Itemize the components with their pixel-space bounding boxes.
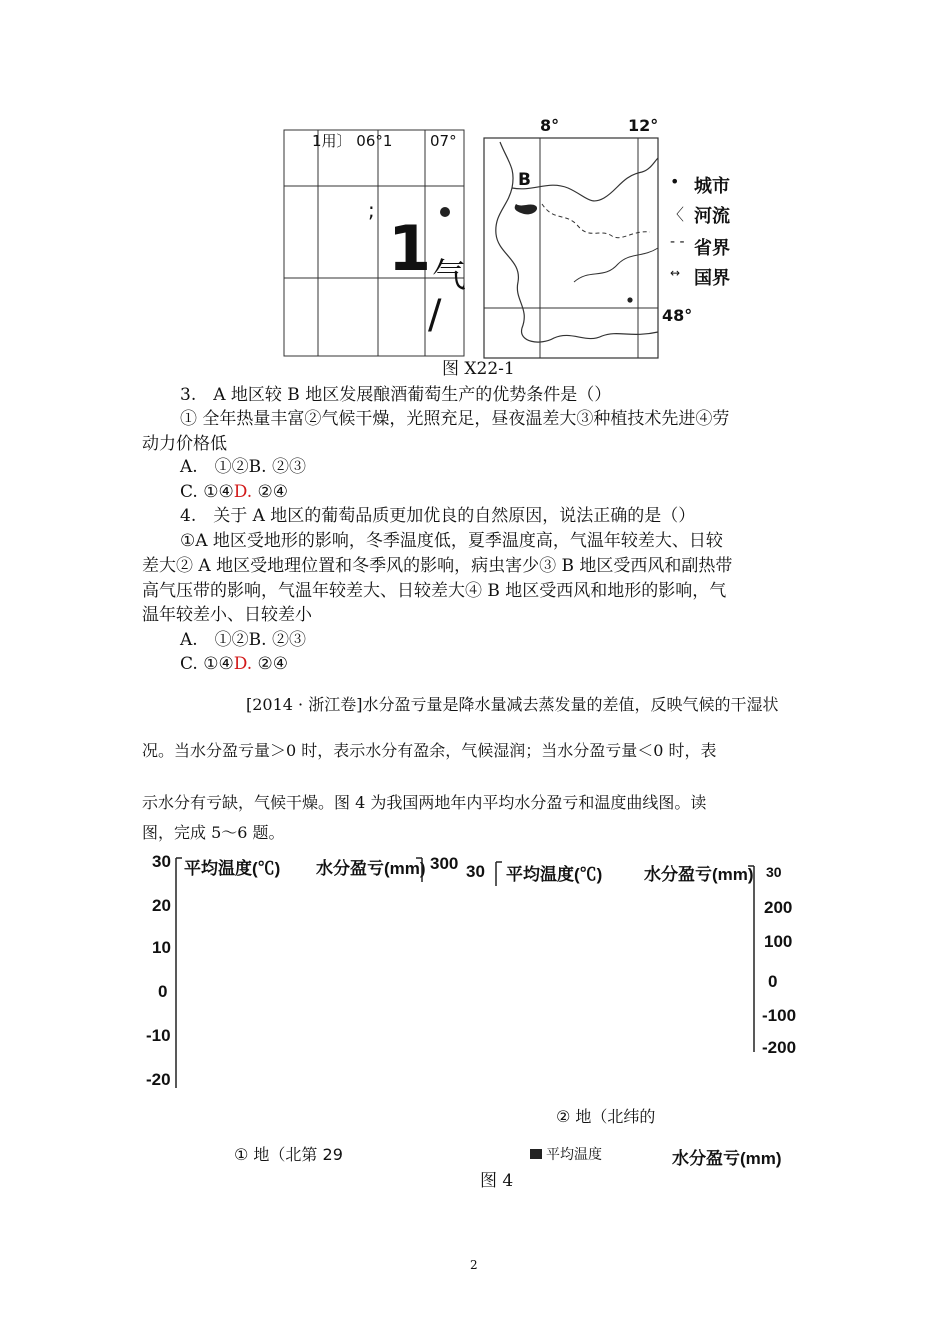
- right-tick-30: 30: [766, 864, 782, 880]
- figure-x22-1-caption: 图 X22-1: [442, 359, 515, 379]
- left-map-glyph-semicolon: ;: [368, 198, 375, 222]
- q3-option-d-text: ②④: [252, 482, 289, 502]
- intro-line3: 示水分有亏缺，气候干燥。图 4 为我国两地年内平均水分盈亏和温度曲线图。读: [142, 793, 707, 812]
- right-ylabel: 平均温度(℃): [506, 865, 603, 884]
- left-tick-20: 20: [152, 896, 171, 915]
- q3-options-line1: ① 全年热量丰富②气候干燥，光照充足，昼夜温差大③种植技术先进④劳: [180, 409, 730, 429]
- left-tick-30: 30: [152, 852, 171, 871]
- figure-4: [140, 848, 810, 1168]
- q4-stem: 4. 关于 A 地区的葡萄品质更加优良的自然原因，说法正确的是（）: [180, 506, 696, 526]
- figure-4-caption: 图 4: [480, 1171, 514, 1191]
- sub-caption-2: ② 地（北纬的: [556, 1107, 656, 1126]
- legend-temp: [530, 1144, 602, 1164]
- right-tick-200: 200: [764, 898, 793, 917]
- left-tick-0: 0: [158, 982, 168, 1001]
- left-y2-axis-bracket: [416, 854, 430, 884]
- legend-river-label: 河流: [694, 206, 730, 227]
- q4-answer-d: D.: [233, 654, 253, 674]
- left-map-top-label-2: 07°: [430, 132, 457, 150]
- right-tick-0: 0: [768, 972, 778, 991]
- q4-line3: 高气压带的影响，气温年较差大、日较差大④ B 地区受西风和地形的影响，气: [142, 581, 727, 601]
- q4-option-d-text: ②④: [252, 654, 289, 674]
- q3-option-a: A. ①②B. ②③: [180, 457, 306, 477]
- q4-option-a: A. ①②B. ②③: [180, 630, 306, 650]
- page-number: 2: [470, 1258, 478, 1272]
- sub-caption-1: ① 地（北第 29: [234, 1145, 343, 1164]
- lon-8-label: 8°: [540, 116, 560, 135]
- legend-temp-label: 平均温度: [546, 1147, 602, 1163]
- right-axis-bracket: [490, 858, 504, 888]
- figure-x22-1: [280, 116, 740, 360]
- legend-province-label: 省界: [694, 238, 730, 259]
- right-tick-100: 100: [764, 932, 793, 951]
- left-map-glyph-1: 1: [388, 212, 432, 285]
- legend-river-icon: 〈: [668, 205, 685, 224]
- intro-line2: 况。当水分盈亏量＞0 时，表示水分有盈余，气候湿润；当水分盈亏量＜0 时，表: [142, 741, 717, 760]
- q4-line1: ①A 地区受地形的影响，冬季温度低，夏季温度高，气温年较差大、日较: [180, 531, 723, 551]
- q3-option-cd: [180, 479, 288, 505]
- q4-option-c: C. ①④: [180, 654, 234, 674]
- left-map-glyph-slash: /: [428, 292, 442, 338]
- q4-line4: 温年较差小、日较差小: [142, 605, 312, 625]
- right-tick-minus100: -100: [762, 1006, 797, 1025]
- q3-stem: 3. A 地区较 B 地区发展酿酒葡萄生产的优势条件是（）: [180, 385, 612, 405]
- right-y2label: 水分盈亏(mm): [644, 865, 754, 884]
- q3-answer-d: D.: [233, 482, 253, 502]
- right-top-tick: 30: [466, 862, 485, 881]
- q3-option-c: C. ①④: [180, 482, 234, 502]
- lat-48-label: 48°: [662, 306, 693, 325]
- lon-12-label: 12°: [628, 116, 659, 135]
- legend-province-icon: - -: [670, 234, 685, 250]
- legend-country-icon: ↔: [670, 266, 681, 280]
- left-tick-minus10: -10: [146, 1026, 171, 1045]
- legend-country-label: 国界: [694, 268, 730, 289]
- q4-option-cd: [180, 651, 288, 677]
- legend-city-label: 城市: [694, 176, 730, 197]
- intro-line4: 图，完成 5～6 题。: [142, 823, 285, 842]
- left-axis-line: [170, 854, 200, 1094]
- left-map-top-label: 1用〕 06°1: [312, 132, 393, 150]
- left-y2label: 水分盈亏(mm): [316, 859, 426, 878]
- map-legend: [668, 168, 740, 298]
- legend-water: 水分盈亏(mm): [672, 1149, 782, 1168]
- q3-options-line2: 动力价格低: [142, 434, 227, 454]
- point-b-label: B: [518, 170, 531, 190]
- legend-city-icon: •: [670, 172, 680, 191]
- left-tick-minus20: -20: [146, 1070, 171, 1089]
- legend-temp-swatch: [530, 1149, 542, 1159]
- left-y2-top-tick: 300: [430, 854, 459, 873]
- left-map-grid: [280, 128, 470, 364]
- right-map: [482, 132, 662, 362]
- q4-line2: 差大② A 地区受地理位置和冬季风的影响，病虫害少③ B 地区受西风和副热带: [142, 556, 733, 576]
- intro-line1: [2014 · 浙江卷]水分盈亏量是降水量减去蒸发量的差值，反映气候的干湿状: [246, 695, 779, 714]
- left-map-glyph-qi: 气: [432, 256, 466, 296]
- right-y2-axis-line: [744, 862, 764, 1062]
- left-ylabel: 平均温度(℃): [184, 859, 281, 878]
- right-tick-minus200: -200: [762, 1038, 797, 1057]
- left-tick-10: 10: [152, 938, 171, 957]
